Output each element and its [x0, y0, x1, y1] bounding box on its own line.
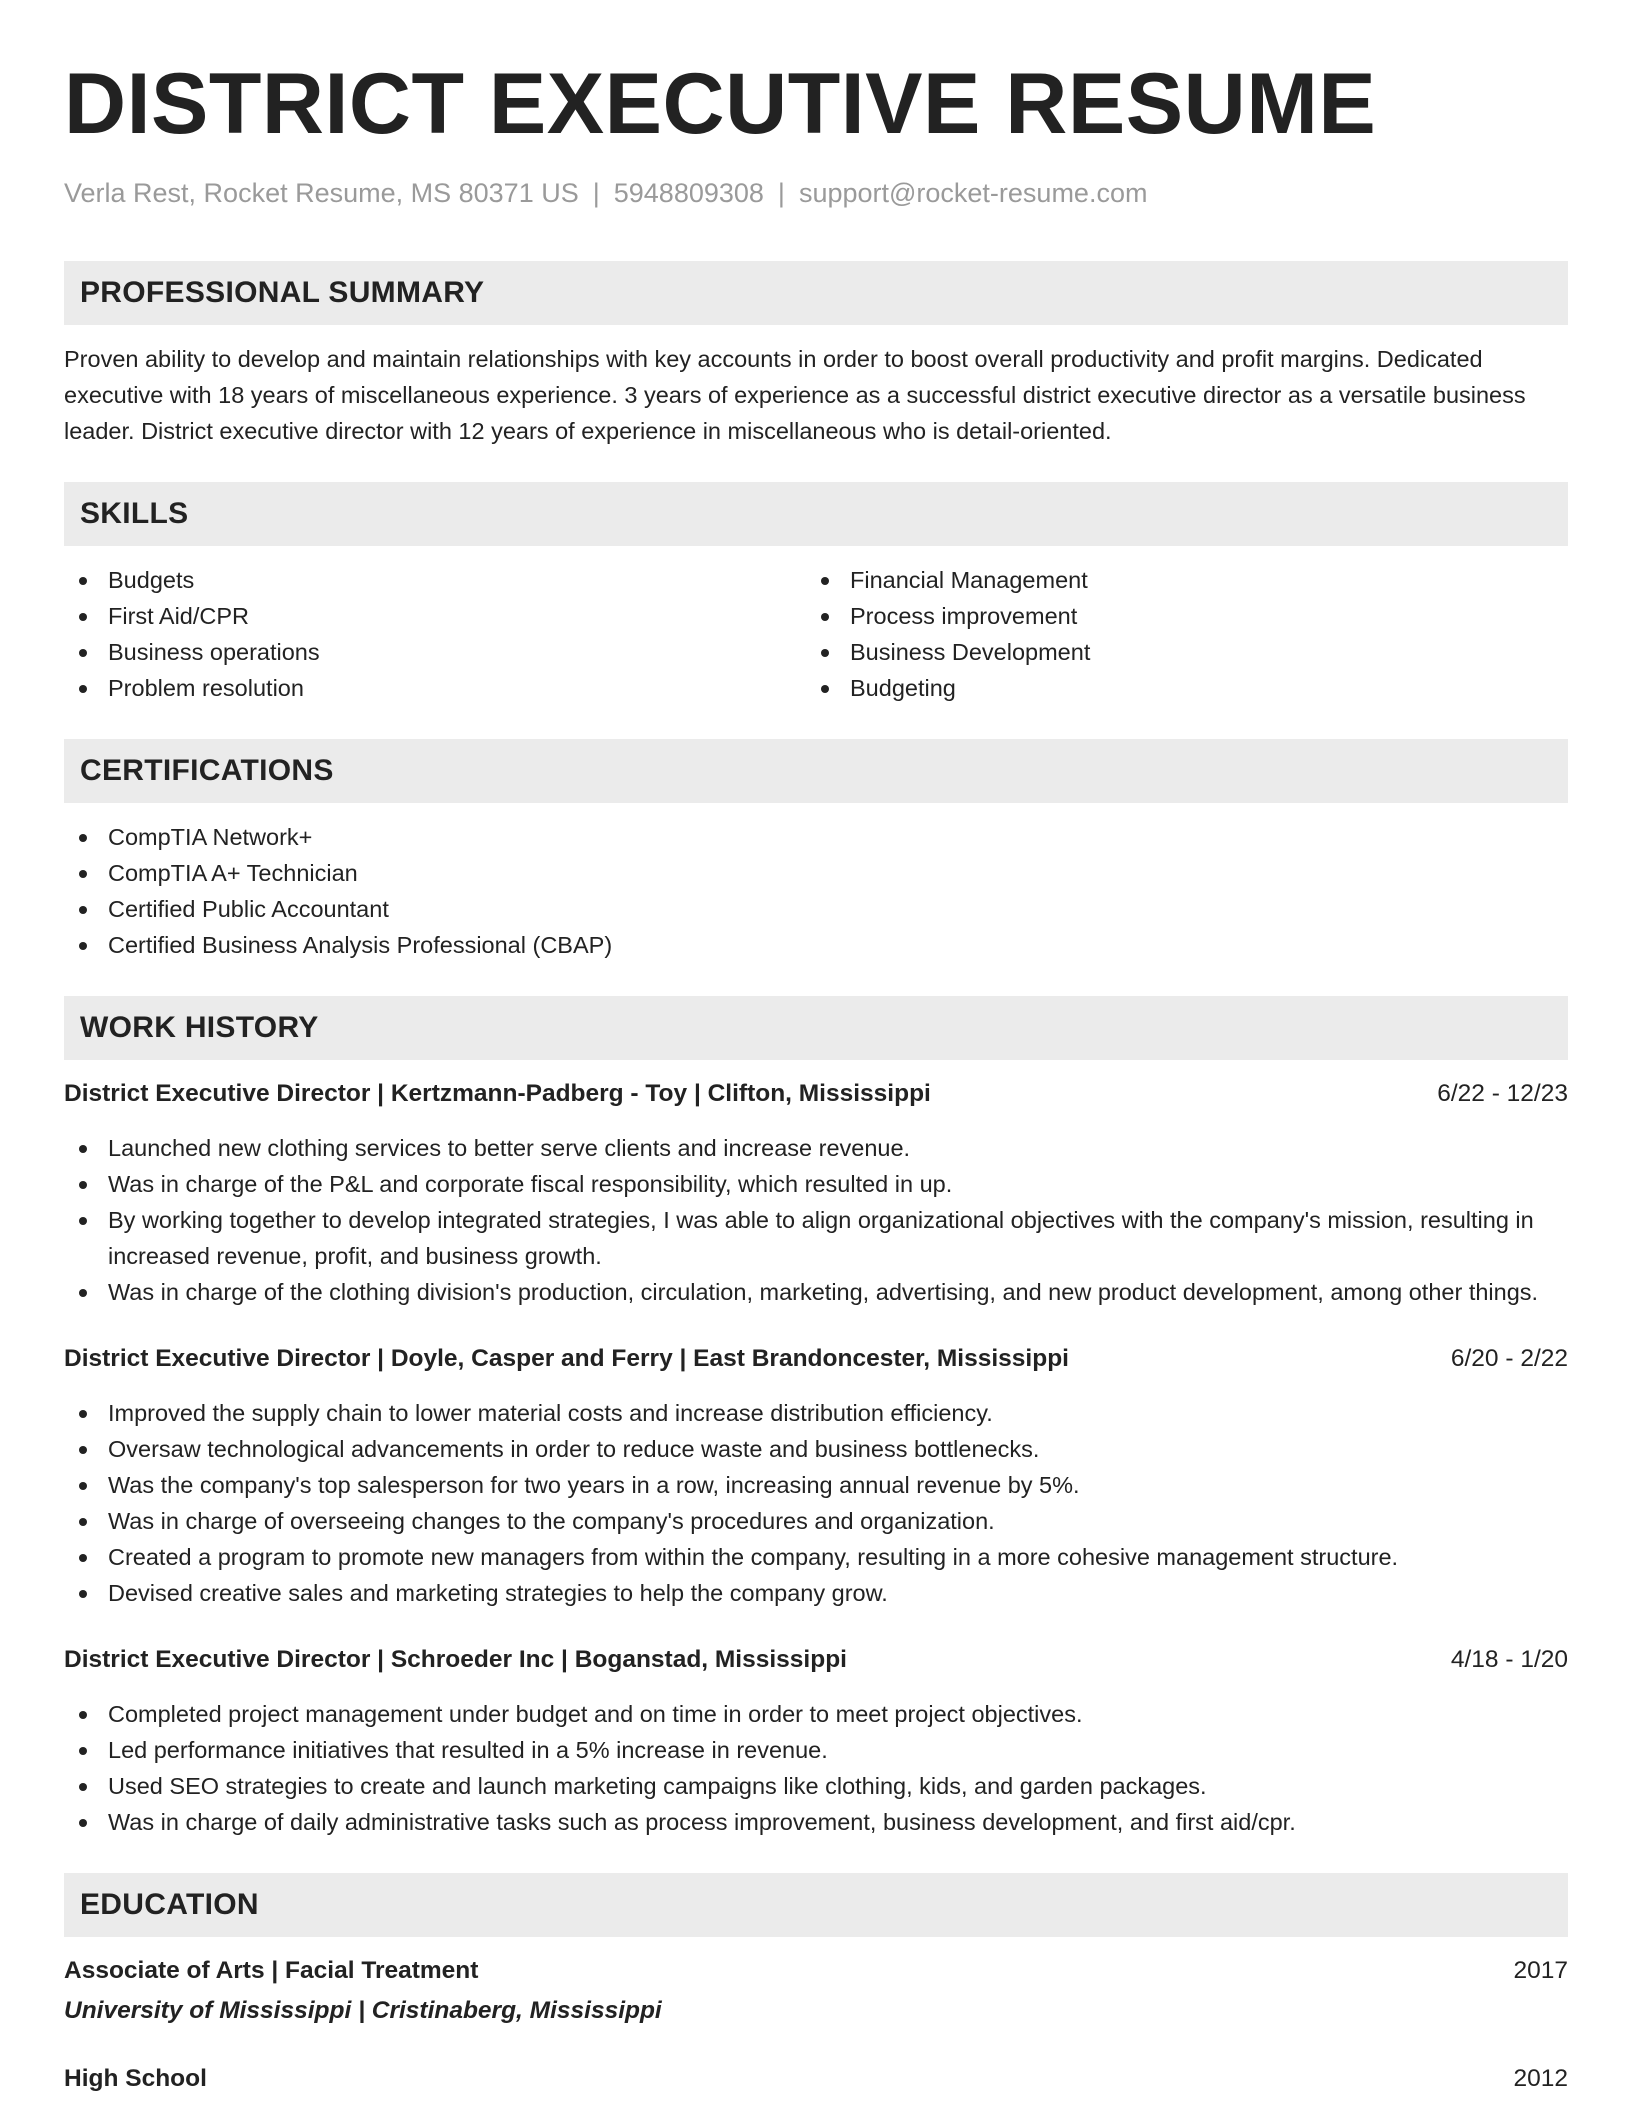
job-dates: 6/22 - 12/23 — [1437, 1080, 1568, 1107]
skill-item: Budgeting — [806, 670, 1568, 706]
job-bullet: Was in charge of the clothing division's production, circulation, marketing, advertising, and new product development, among other things. — [64, 1274, 1568, 1310]
section-heading-work-history: WORK HISTORY — [64, 996, 1568, 1060]
job-bullet-list — [64, 1395, 1568, 1611]
job-bullet-list — [64, 1696, 1568, 1840]
page-title: DISTRICT EXECUTIVE RESUME — [64, 56, 1377, 152]
job-title: District Executive Director | Schroeder Inc | Boganstad, Mississippi — [64, 1646, 847, 1673]
job-entry — [64, 1341, 1568, 1611]
skills-column-right — [806, 562, 1568, 706]
work-history-section — [64, 996, 1568, 1840]
job-header — [64, 1076, 1568, 1112]
contact-phone: 5948809308 — [613, 178, 764, 208]
certification-item: Certified Business Analysis Professional (CBAP) — [64, 927, 1568, 963]
job-bullet: Was the company's top salesperson for two years in a row, increasing annual revenue by 5%. — [64, 1467, 1568, 1503]
job-dates: 6/20 - 2/22 — [1450, 1345, 1568, 1372]
skill-item: Business Development — [806, 634, 1568, 670]
job-bullet-list — [64, 1130, 1568, 1310]
education-header — [64, 2061, 1568, 2097]
education-section — [64, 1873, 1568, 2097]
section-heading-summary: PROFESSIONAL SUMMARY — [64, 261, 1568, 325]
job-entry — [64, 1642, 1568, 1840]
section-heading-skills: SKILLS — [64, 482, 1568, 546]
skill-item: Budgets — [64, 562, 806, 598]
summary-text: Proven ability to develop and maintain relationships with key accounts in order to boost overall productivity and profit margins. Dedicated executive with 18 years of miscellaneous experience. 3 years of experience as a successful district executive director as a versatile business leader. District executive director with 12 years of experience in miscellaneous who is detail-oriented. — [64, 346, 1526, 444]
job-bullet: Launched new clothing services to better serve clients and increase revenue. — [64, 1130, 1568, 1166]
certifications-section — [64, 739, 1568, 963]
job-bullet: Was in charge of overseeing changes to the company's procedures and organization. — [64, 1503, 1568, 1539]
job-title: District Executive Director | Doyle, Casper and Ferry | East Brandoncester, Mississippi — [64, 1345, 1069, 1372]
skills-grid — [64, 562, 1568, 706]
job-bullet: Was in charge of the P&L and corporate fiscal responsibility, which resulted in up. — [64, 1166, 1568, 1202]
education-degree: Associate of Arts | Facial Treatment — [64, 1957, 479, 1984]
certification-list — [64, 819, 1568, 963]
education-year: 2017 — [1513, 1957, 1568, 1984]
job-bullet: Oversaw technological advancements in order to reduce waste and business bottlenecks. — [64, 1431, 1568, 1467]
job-dates: 4/18 - 1/20 — [1450, 1646, 1568, 1673]
contact-separator: | — [777, 178, 785, 208]
professional-summary-section — [64, 261, 1568, 449]
job-bullet: Completed project management under budget and on time in order to meet project objectives. — [64, 1696, 1568, 1732]
section-heading-education: EDUCATION — [64, 1873, 1568, 1937]
certification-item: CompTIA A+ Technician — [64, 855, 1568, 891]
skill-item: Process improvement — [806, 598, 1568, 634]
job-bullet: Created a program to promote new managers from within the company, resulting in a more cohesive management structure. — [64, 1539, 1568, 1575]
skill-item: Business operations — [64, 634, 806, 670]
skill-item: Problem resolution — [64, 670, 806, 706]
skills-column-left — [64, 562, 806, 706]
job-bullet: Devised creative sales and marketing strategies to help the company grow. — [64, 1575, 1568, 1611]
contact-separator: | — [592, 178, 600, 208]
job-title: District Executive Director | Kertzmann-Padberg - Toy | Clifton, Mississippi — [64, 1080, 931, 1107]
job-bullet: Was in charge of daily administrative tasks such as process improvement, business development, and first aid/cpr. — [64, 1804, 1568, 1840]
skill-item: First Aid/CPR — [64, 598, 806, 634]
contact-line — [64, 176, 1568, 210]
job-bullet: Used SEO strategies to create and launch marketing campaigns like clothing, kids, and garden packages. — [64, 1768, 1568, 1804]
job-entry — [64, 1076, 1568, 1310]
skill-item: Financial Management — [806, 562, 1568, 598]
education-entry — [64, 1953, 1568, 2029]
education-school: University of Mississippi | Cristinaberg, Mississippi — [64, 1997, 662, 2024]
job-header — [64, 1341, 1568, 1377]
education-header — [64, 1953, 1568, 1989]
section-heading-certifications: CERTIFICATIONS — [64, 739, 1568, 803]
job-bullet: Led performance initiatives that resulted in a 5% increase in revenue. — [64, 1732, 1568, 1768]
education-degree: High School — [64, 2065, 207, 2092]
contact-email: support@rocket-resume.com — [798, 178, 1148, 208]
job-bullet: Improved the supply chain to lower material costs and increase distribution efficiency. — [64, 1395, 1568, 1431]
education-entry — [64, 2061, 1568, 2097]
education-year: 2012 — [1513, 2065, 1568, 2092]
certification-item: CompTIA Network+ — [64, 819, 1568, 855]
contact-address: Verla Rest, Rocket Resume, MS 80371 US — [64, 178, 579, 208]
skills-section — [64, 482, 1568, 706]
job-header — [64, 1642, 1568, 1678]
certification-item: Certified Public Accountant — [64, 891, 1568, 927]
job-bullet: By working together to develop integrated strategies, I was able to align organizational objectives with the company's mission, resulting in increased revenue, profit, and business growth. — [64, 1202, 1568, 1274]
